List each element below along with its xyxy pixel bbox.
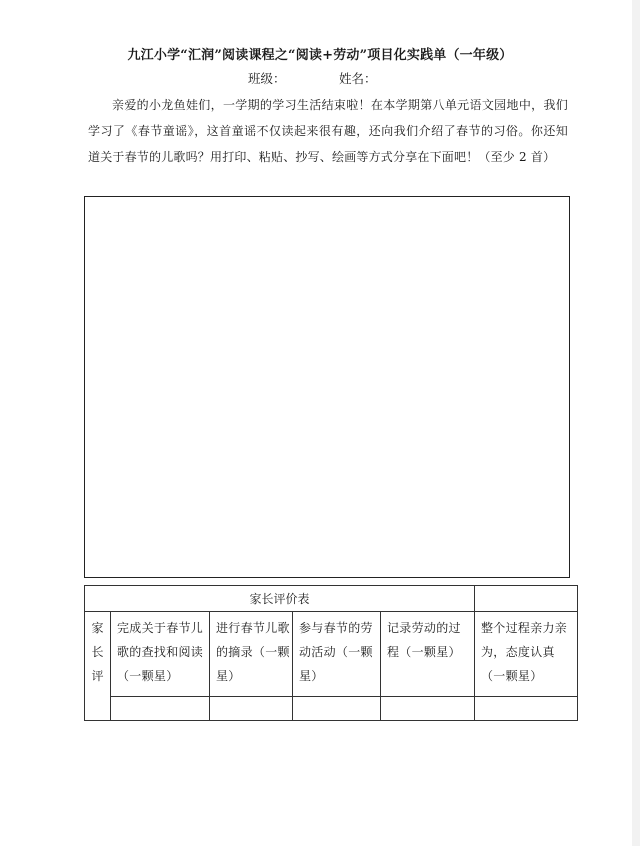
row-label-parent-eval [85,612,111,721]
criterion-attitude: 整个过程亲力亲为，态度认真（一颗星） [475,612,578,697]
intro-paragraph: 亲爱的小龙鱼娃们，一学期的学习生活结束啦！在本学期第八单元语文园地中，我们学习了《春节童谣》，这首童谣不仅读起来很有趣，还向我们介绍了春节的习俗。你还知道关于春节的儿歌吗？用打印、粘贴、抄写、绘画等方式分享在下面吧！（至少 2 首） [88,98,568,164]
rating-row [85,697,578,721]
page-edge-shadow [632,0,640,846]
criterion-labor-activity: 参与春节的劳动活动（一颗星） [293,612,381,697]
song-sharing-area[interactable] [84,196,570,578]
row-label-char: 评 [91,669,104,683]
criterion-find-and-read: 完成关于春节儿歌的查找和阅读（一颗星） [111,612,210,697]
table-title-row [85,586,578,612]
rating-cell[interactable] [210,697,293,721]
rating-cell[interactable] [111,697,210,721]
rating-cell[interactable] [475,697,578,721]
name-label: 姓名： [339,71,377,86]
criterion-record-process: 记录劳动的过程（一颗星） [381,612,475,697]
class-label: 班级： [248,71,286,86]
document-title: 九江小学“汇润”阅读课程之“阅读+劳动”项目化实践单（一年级） [127,48,513,63]
rating-cell[interactable] [293,697,381,721]
table-title-blank-cell [475,586,578,612]
criteria-row [85,612,578,697]
criterion-excerpt: 进行春节儿歌的摘录（一颗星） [210,612,293,697]
table-title: 家长评价表 [85,586,475,612]
row-label-char: 家 [91,621,104,635]
row-label-char: 长 [91,645,104,659]
rating-cell[interactable] [381,697,475,721]
parent-evaluation-table [84,585,578,721]
